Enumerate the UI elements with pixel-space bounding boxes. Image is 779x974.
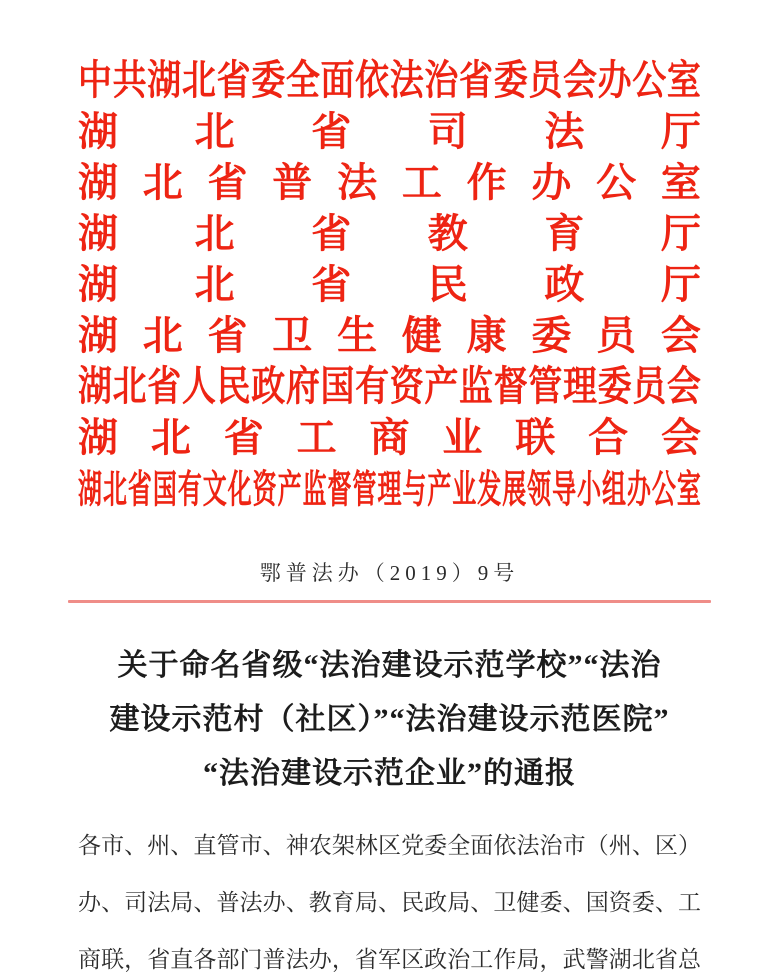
body-text-line: 商联，省直各部门普法办，省军区政治工作局，武警湖北省总	[78, 947, 701, 972]
letterhead-org-line: 湖 北 省 司 法 厅	[78, 109, 701, 154]
title-line: 关于命名省级“法治建设示范学校”“法治	[117, 649, 662, 682]
letterhead-org-line: 湖 北 省 普 法 工 作 办 公 室	[78, 160, 701, 205]
document-number: 鄂普法办（2019）9号	[259, 561, 520, 585]
body-text-line: 办、司法局、普法办、教育局、民政局、卫健委、国资委、工	[78, 890, 701, 915]
letterhead-org-line: 湖 北 省 人 民 政 府 国 有 资 产 监 督 管 理 委 员 会	[78, 365, 701, 410]
letterhead-org-line: 湖 北 省 教 育 厅	[78, 211, 701, 256]
title-line: 建设示范村（社区）”“法治建设示范医院”	[109, 703, 670, 736]
body-paragraph	[78, 817, 701, 974]
letterhead-org-line: 湖 北 省 卫 生 健 康 委 员 会	[78, 313, 701, 358]
letterhead-org-line: 中 共 湖 北 省 委 全 面 依 法 治 省 委 员 会 办 公 室	[78, 59, 701, 104]
document-title	[78, 639, 701, 801]
body-text-line: 各市、州、直管市、神农架林区党委全面依法治市（州、区）	[78, 833, 701, 858]
letterhead-org-line: 湖 北 省 民 政 厅	[78, 262, 701, 307]
letterhead-org-line: 湖 北 省 工 商 业 联 合 会	[78, 415, 701, 460]
red-divider-line	[68, 600, 711, 603]
letterhead-org-line: 湖 北 省 国 有 文 化 资 产 监 督 管 理 与 产 业 发 展 领 导 小 组 办 公 室	[78, 470, 701, 513]
title-line: “法治建设示范企业”的通报	[203, 757, 576, 790]
red-letterhead	[78, 55, 701, 514]
